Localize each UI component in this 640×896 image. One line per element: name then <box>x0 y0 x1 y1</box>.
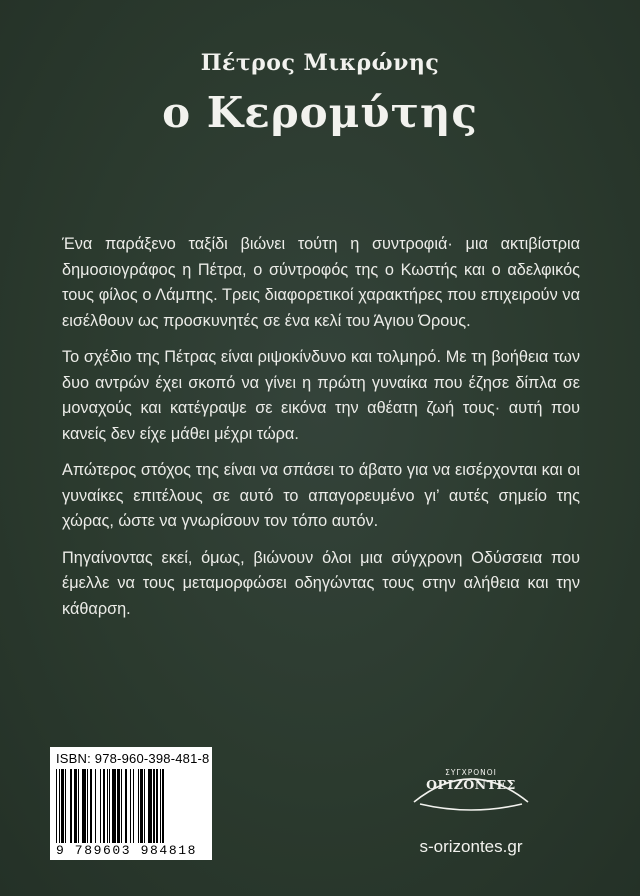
publisher-website[interactable]: s-orizontes.gr <box>419 837 523 856</box>
isbn-barcode <box>50 747 212 860</box>
barcode-bars <box>56 769 206 843</box>
blurb-paragraph-4: Πηγαίνοντας εκεί, όμως, βιώνουν όλοι μια σύγχρονη Οδύσσεια που έμελλε να τους μεταμορφώσει οδηγώντας τους στην αλήθεια και την κάθαρση. <box>62 548 580 618</box>
barcode-gap <box>164 769 165 843</box>
blurb-paragraph-1: Ένα παράξενο ταξίδι βιώνει τούτη η συντροφιά· μια ακτιβίστρια δημοσιογράφος η Πέτρα, ο σύντροφός της ο Κωστής και ο αδελφικός τους φίλος ο Λάμπης. Τρεις διαφορετικοί χαρακτήρες που επιχειρούν να εισέλθουν ως προσκυνητές σε ένα κελί του Άγιου Όρους. <box>62 235 580 330</box>
barcode-digits: 9 789603 984818 <box>56 843 198 858</box>
logo-small-text: ΣΥΓΧΡΟΝΟΙ <box>445 768 497 777</box>
blurb-paragraph-3: Απώτερος στόχος της είναι να σπάσει το άβατο για να εισέρχονται και οι γυναίκες επιτέλους σε αυτό το απαγορευμένο γι’ αυτές σημείο της χώρας, ώστε να γνωρίσουν τον τόπο αυτόν. <box>62 461 580 530</box>
logo-big-text: ΟΡΙΖΟΝΤΕΣ <box>426 777 516 792</box>
isbn-label: ISBN: 978-960-398-481-8 <box>56 751 210 766</box>
book-title: ο Κερομύτης <box>162 88 478 137</box>
blurb-paragraph-2: Το σχέδιο της Πέτρας είναι ριψοκίνδυνο και τολμηρό. Με τη βοήθεια των δυο αντρών έχει σκοπό να γίνει η πρώτη γυναίκα που έζησε δίπλα σε μοναχούς και κατέγραψε σε εικόνα την αθέατη ζωή τους· αυτή που κανείς δεν είχε μάθει μέχρι τώρα. <box>62 348 580 443</box>
author-name: Πέτρος Μικρώνης <box>200 50 440 76</box>
back-cover-blurb <box>62 232 580 633</box>
publisher-logo <box>396 758 546 818</box>
